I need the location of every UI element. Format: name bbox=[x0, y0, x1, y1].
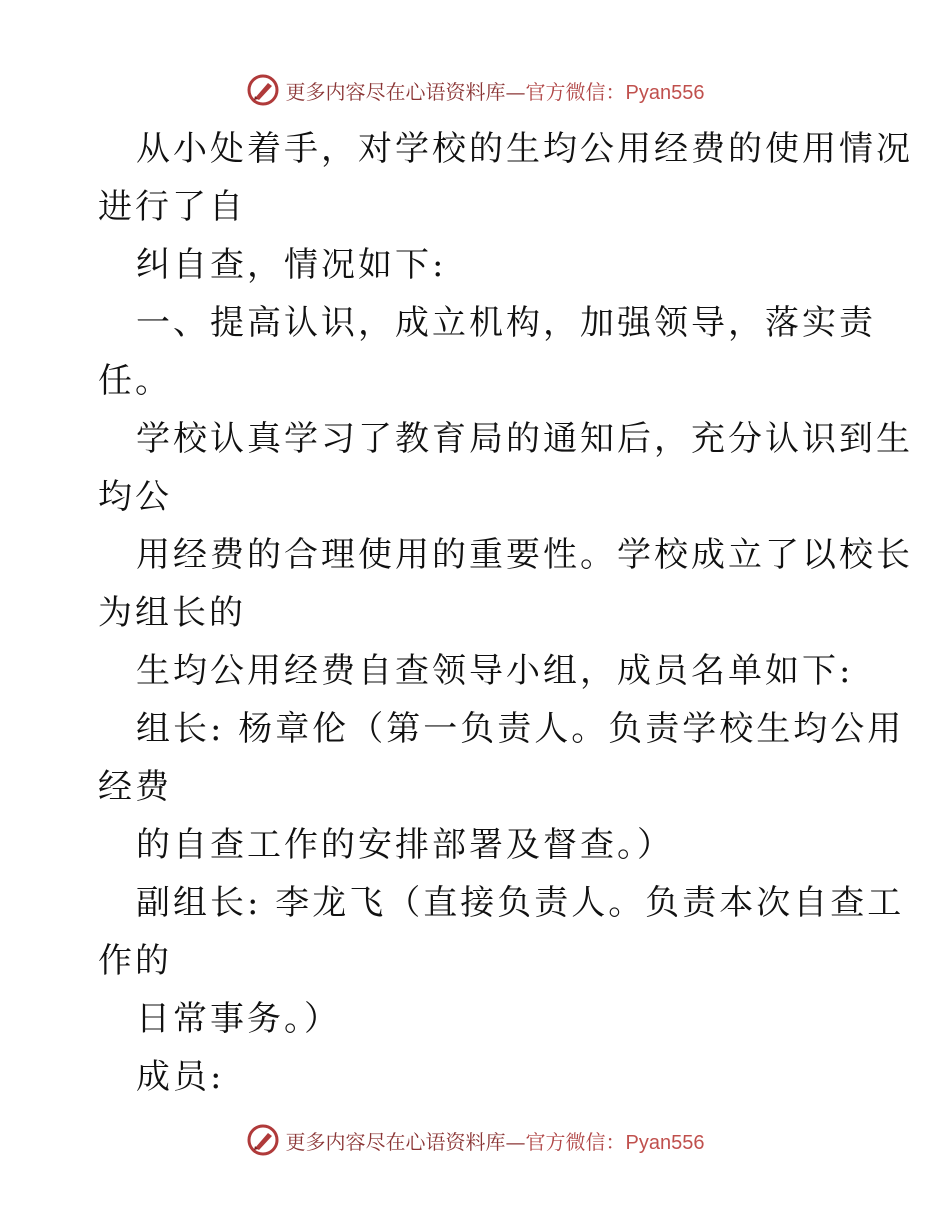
banner-wechat-label: 官方微信： bbox=[525, 79, 626, 104]
paragraph-line: 生均公用经费自查领导小组，成员名单如下: bbox=[136, 651, 854, 691]
section-heading-line: 一、提高认识，成立机构，加强领导，落实责 bbox=[136, 303, 876, 343]
pen-logo-icon bbox=[246, 1123, 280, 1157]
banner-text bbox=[286, 1126, 705, 1155]
section-heading-line: 任。 bbox=[98, 361, 172, 401]
header-banner bbox=[0, 70, 950, 110]
paragraph-line: 用经费的合理使用的重要性。学校成立了以校长 bbox=[136, 535, 913, 575]
pen-logo-icon bbox=[246, 73, 280, 107]
banner-main-text: 更多内容尽在心语资料库 bbox=[285, 79, 506, 104]
paragraph-line: 的自查工作的安排部署及督查。） bbox=[136, 825, 674, 865]
banner-wechat-id: Pyan556 bbox=[625, 1131, 705, 1154]
paragraph-line: 为组长的 bbox=[98, 593, 246, 633]
paragraph-line: 日常事务。） bbox=[136, 999, 341, 1039]
banner-wechat-id: Pyan556 bbox=[625, 81, 705, 104]
document-body bbox=[98, 120, 913, 1106]
paragraph-line: 作的 bbox=[98, 941, 172, 981]
paragraph-line: 纠自查，情况如下: bbox=[136, 245, 447, 285]
paragraph-line: 经费 bbox=[98, 767, 172, 807]
banner-text bbox=[286, 76, 705, 105]
footer-banner bbox=[0, 1120, 950, 1160]
paragraph-line: 从小处着手，对学校的生均公用经费的使用情况 bbox=[136, 129, 913, 169]
banner-main-text: 更多内容尽在心语资料库 bbox=[285, 1129, 506, 1154]
paragraph-line: 均公 bbox=[98, 477, 172, 517]
paragraph-line: 成员: bbox=[136, 1057, 225, 1097]
banner-dash: — bbox=[505, 79, 526, 104]
paragraph-line: 进行了自 bbox=[98, 187, 246, 227]
paragraph-line: 学校认真学习了教育局的通知后，充分认识到生 bbox=[136, 419, 913, 459]
banner-dash: — bbox=[505, 1129, 526, 1154]
paragraph-line: 副组长: 李龙飞（直接负责人。负责本次自查工 bbox=[136, 883, 905, 923]
banner-wechat-label: 官方微信： bbox=[525, 1129, 626, 1154]
paragraph-line: 组长: 杨章伦（第一负责人。负责学校生均公用 bbox=[136, 709, 905, 749]
